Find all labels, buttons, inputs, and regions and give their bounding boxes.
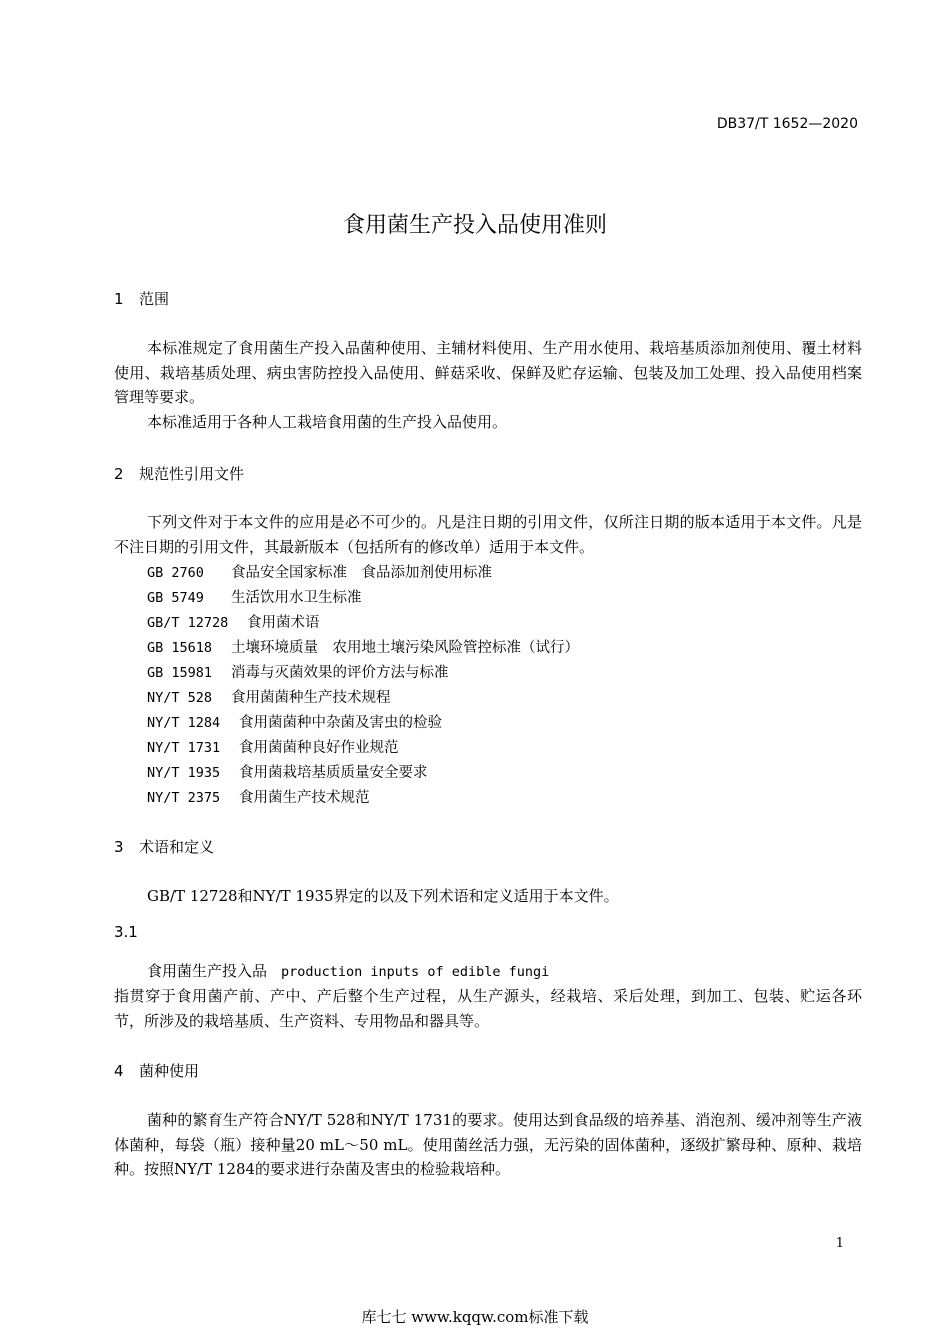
reference-code: GB 15981 — [147, 665, 213, 681]
reference-item — [147, 561, 492, 582]
section-1-paragraph-1: 本标准规定了食用菌生产投入品菌种使用、主辅材料使用、生产用水使用、栽培基质添加剂使用、覆土材料使用、栽培基质处理、病虫害防控投入品使用、鲜菇采收、保鲜及贮存运输、包装及加工处理、投入品使用档案管理等要求。 — [114, 339, 862, 406]
reference-item — [147, 611, 320, 632]
reference-name: 食用菌菌种生产技术规程 — [231, 690, 391, 706]
reference-name: 食品安全国家标准 食品添加剂使用标准 — [231, 565, 492, 581]
reference-code: NY/T 1731 — [147, 740, 221, 756]
reference-name: 土壤环境质量 农用地土壤污染风险管控标准（试行） — [231, 640, 579, 656]
reference-code: NY/T 2375 — [147, 790, 221, 806]
reference-code: NY/T 1284 — [147, 715, 221, 731]
reference-code: GB 2760 — [147, 565, 204, 581]
section-title: 范围 — [139, 290, 170, 308]
reference-item — [147, 686, 391, 707]
reference-name: 生活饮用水卫生标准 — [231, 590, 362, 606]
section-2-paragraph-1: 下列文件对于本文件的应用是必不可少的。凡是注日期的引用文件，仅所注日期的版本适用于本文件。凡是不注日期的引用文件，其最新版本（包括所有的修改单）适用于本文件。 — [114, 513, 862, 556]
reference-code: GB/T 12728 — [147, 615, 229, 631]
standard-code: DB37/T 1652—2020 — [716, 116, 858, 132]
section-number: 3 — [114, 838, 124, 856]
reference-item — [147, 761, 428, 782]
term-chinese: 食用菌生产投入品 — [147, 962, 268, 980]
reference-item — [147, 736, 399, 757]
reference-name: 食用菌生产技术规范 — [239, 790, 370, 806]
reference-item — [147, 711, 442, 732]
reference-name: 食用菌术语 — [247, 615, 320, 631]
subsection-3-1-number: 3.1 — [114, 923, 138, 941]
reference-item — [147, 661, 449, 682]
reference-code: GB 5749 — [147, 590, 204, 606]
reference-name: 食用菌菌种良好作业规范 — [239, 740, 399, 756]
reference-code: GB 15618 — [147, 640, 213, 656]
section-2-heading — [114, 463, 244, 484]
section-title: 规范性引用文件 — [139, 465, 245, 483]
reference-name: 食用菌菌种中杂菌及害虫的检验 — [239, 715, 442, 731]
section-4-paragraph-1: 菌种的繁育生产符合NY/T 528和NY/T 1731的要求。使用达到食品级的培养基、消泡剂、缓冲剂等生产液体菌种，每袋（瓶）接种量20 mL～50 mL。使用菌丝活力强，无污染的固体菌种，逐级扩繁母种、原种、栽培种。按照NY/T 1284的要求进行杂菌及害虫的检验栽培种。 — [114, 1111, 862, 1178]
term-english: production inputs of edible fungi — [281, 964, 550, 980]
reference-item — [147, 636, 579, 657]
section-number: 1 — [114, 290, 124, 308]
section-4-heading — [114, 1060, 199, 1081]
section-title: 术语和定义 — [139, 838, 215, 856]
section-1-paragraph-2: 本标准适用于各种人工栽培食用菌的生产投入品使用。 — [147, 413, 508, 431]
section-3-paragraph-1: GB/T 12728和NY/T 1935界定的以及下列术语和定义适用于本文件。 — [147, 887, 619, 905]
section-title: 菌种使用 — [139, 1062, 200, 1080]
reference-name: 食用菌栽培基质质量安全要求 — [239, 765, 428, 781]
section-3-heading — [114, 836, 214, 857]
term-definition: 指贯穿于食用菌产前、产中、产后整个生产过程，从生产源头，经栽培、采后处理，到加工、包装、贮运各环节，所涉及的栽培基质、生产资料、专用物品和器具等。 — [114, 987, 862, 1030]
section-number: 2 — [114, 465, 124, 483]
document-title: 食用菌生产投入品使用准则 — [342, 213, 607, 238]
reference-code: NY/T 1935 — [147, 765, 221, 781]
term-entry — [147, 960, 549, 981]
reference-code: NY/T 528 — [147, 690, 213, 706]
footer-watermark: 库七七 www.kqqw.com标准下载 — [361, 1308, 589, 1326]
reference-item — [147, 586, 362, 607]
reference-item — [147, 786, 370, 807]
page-number: 1 — [835, 1236, 844, 1251]
section-1-heading — [114, 288, 169, 309]
section-number: 4 — [114, 1062, 124, 1080]
reference-name: 消毒与灭菌效果的评价方法与标准 — [231, 665, 449, 681]
